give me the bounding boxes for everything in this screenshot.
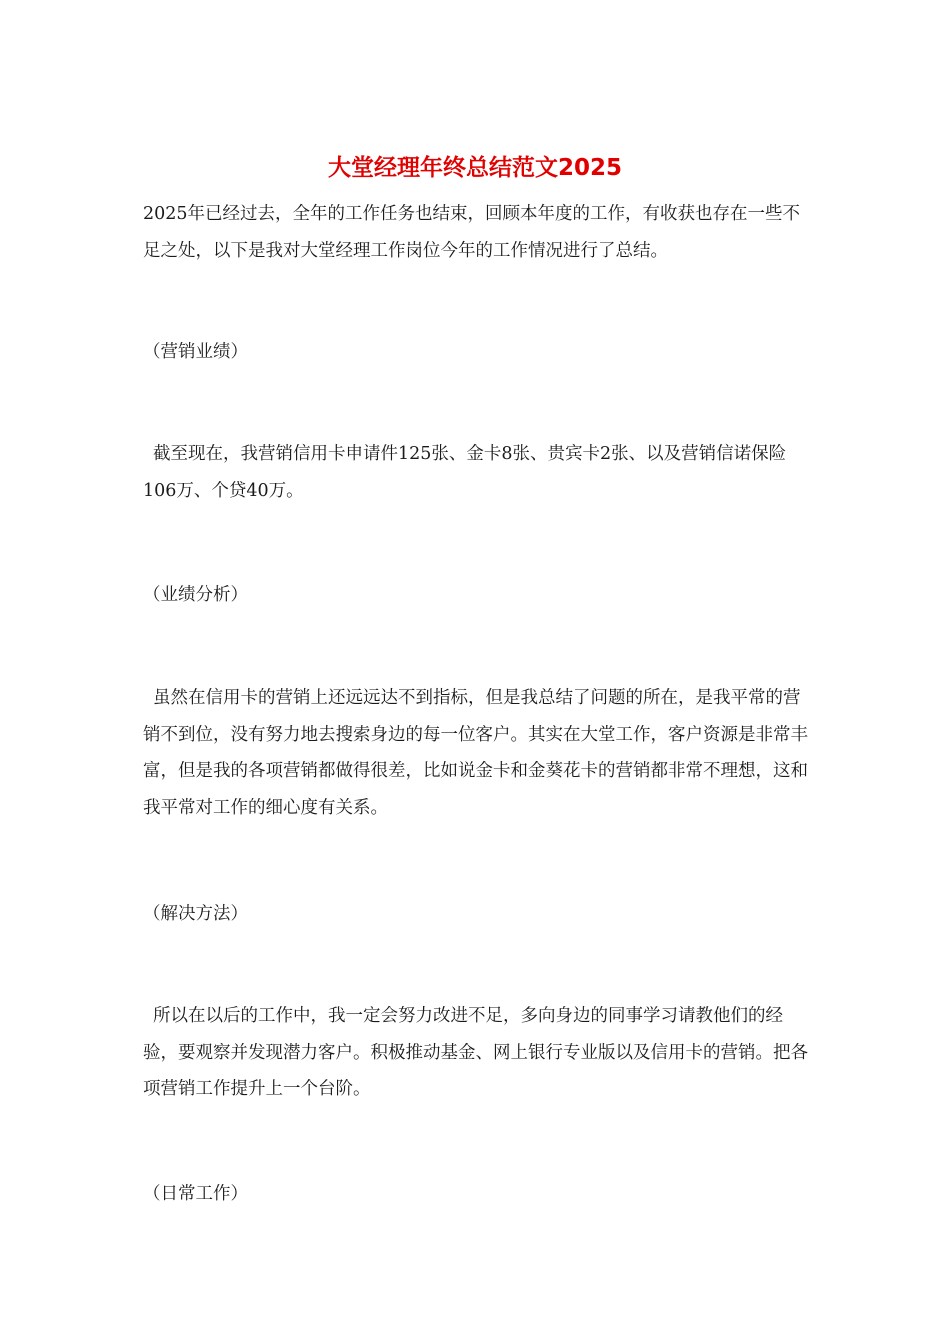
section-body-sales-performance: 截至现在，我营销信用卡申请件125张、金卡8张、贵宾卡2张、以及营销信诺保险106万、个贷40万。: [143, 444, 787, 501]
section-heading-solutions: （解决方法）: [143, 904, 248, 924]
section-body-performance-analysis: 虽然在信用卡的营销上还远远达不到指标，但是我总结了问题的所在，是我平常的营销不到位，没有努力地去搜索身边的每一位客户。其实在大堂工作，客户资源是非常丰富，但是我的各项营销都做得很差，比如说金卡和金葵花卡的营销都非常不理想，这和我平常对工作的细心度有关系。: [143, 688, 808, 818]
section-heading-daily-work: （日常工作）: [143, 1184, 248, 1204]
intro-paragraph: 2025年已经过去，全年的工作任务也结束，回顾本年度的工作，有收获也存在一些不足之处，以下是我对大堂经理工作岗位今年的工作情况进行了总结。: [143, 204, 801, 261]
document-title: 大堂经理年终总结范文2025: [327, 155, 622, 181]
section-heading-sales-performance: （营销业绩）: [143, 342, 248, 362]
section-body-solutions: 所以在以后的工作中，我一定会努力改进不足，多向身边的同事学习请教他们的经验，要观察并发现潜力客户。积极推动基金、网上银行专业版以及信用卡的营销。把各项营销工作提升上一个台阶。: [143, 1006, 808, 1099]
section-heading-performance-analysis: （业绩分析）: [143, 585, 248, 605]
